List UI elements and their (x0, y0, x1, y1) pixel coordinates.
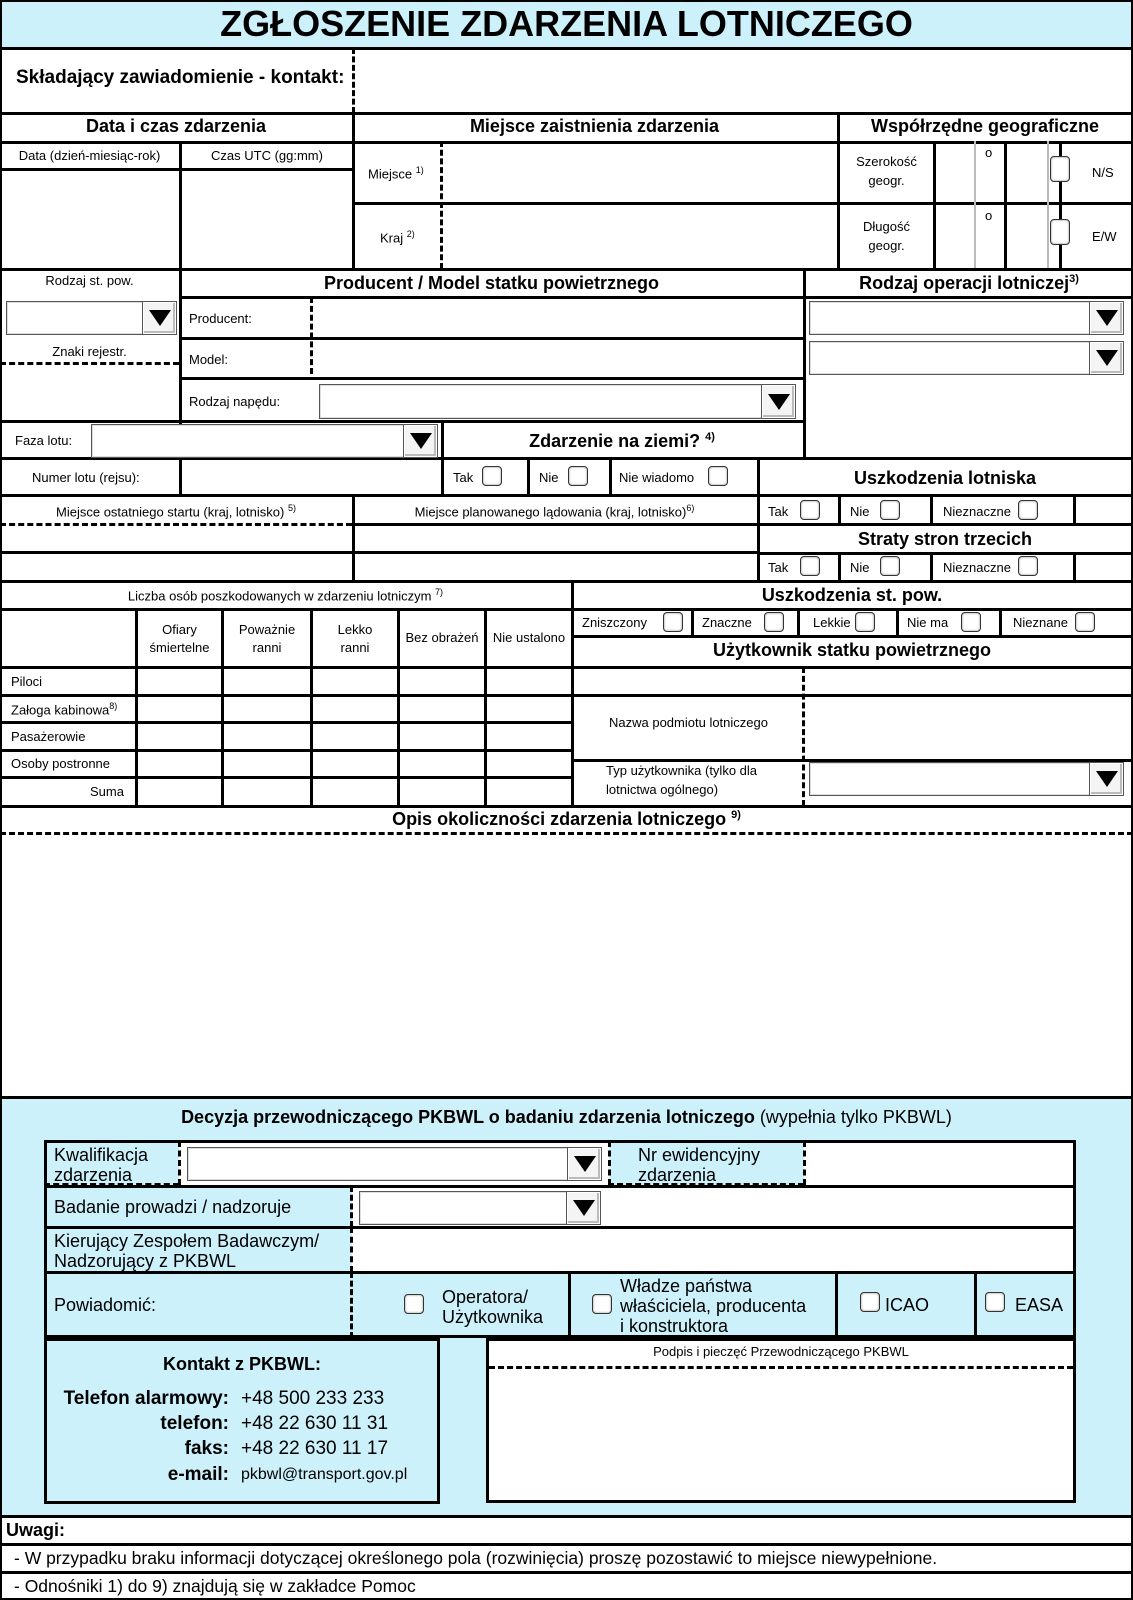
maker-header: Producent / Model statku powietrznego (323, 273, 660, 293)
damage-substantial-label: Znaczne (702, 615, 752, 630)
col-serious: Poważnie ranni (238, 622, 296, 655)
phone-label: telefon: (160, 1413, 229, 1434)
third-minor-checkbox[interactable] (1018, 556, 1038, 576)
notify-operator-label: Operatora/ Użytkownika (442, 1287, 544, 1327)
damage-minor-checkbox[interactable] (855, 612, 875, 632)
notify-easa-label: EASA (1015, 1295, 1064, 1315)
third-party-header: Straty stron trzecich (857, 529, 1033, 549)
engine-label: Rodzaj napędu: (189, 394, 281, 409)
country-label: Kraj $^{2)}$ (380, 229, 415, 246)
ground-unknown-checkbox[interactable] (708, 466, 728, 486)
airport-minor-checkbox[interactable] (1018, 500, 1038, 520)
date-label: Data (dzień-miesiąc-rok) (18, 148, 161, 163)
ground-no-checkbox[interactable] (568, 466, 588, 486)
col-minor: Lekko ranni (337, 622, 373, 655)
time-input[interactable] (182, 171, 351, 267)
form-title: ZGŁOSZENIE ZDARZENIA LOTNICZEGO (220, 3, 913, 44)
ns-label: N/S (1092, 165, 1114, 180)
damage-destroyed-checkbox[interactable] (663, 612, 683, 632)
flight-phase-dropdown[interactable] (91, 424, 438, 458)
operation-dropdown-2[interactable] (809, 341, 1124, 375)
model-input[interactable] (314, 340, 802, 376)
user-header: Użytkownik statku powietrznego (712, 640, 992, 660)
ground-unknown-label: Nie wiadomo (619, 470, 695, 485)
col-fatal: Ofiary śmiertelne (149, 622, 210, 655)
damage-header: Uszkodzenia st. pow. (761, 585, 943, 605)
registration-input[interactable] (2, 366, 177, 419)
lon-min-input[interactable] (1008, 205, 1046, 267)
row-others: Osoby postronne (11, 756, 111, 771)
time-label: Czas UTC (gg:mm) (211, 148, 323, 163)
operation-header: Rodzaj operacji lotniczej$^{3)}$ (859, 273, 1079, 293)
damage-unknown-checkbox[interactable] (1075, 612, 1095, 632)
datetime-header: Data i czas zdarzenia (85, 116, 267, 136)
airport-minor-label: Nieznaczne (943, 504, 1011, 519)
flight-number-input[interactable] (183, 460, 439, 493)
third-yes-checkbox[interactable] (800, 556, 820, 576)
user-type-label: Typ użytkownika (tylko dla lotnictwa ogólnego) (606, 763, 758, 797)
damage-none-label: Nie ma (907, 615, 949, 630)
airport-yes-label: Tak (768, 504, 789, 519)
ew-label: E/W (1092, 229, 1117, 244)
email-label: e-mail: (167, 1464, 229, 1485)
investigator-label: Badanie prowadzi / nadzoruje (54, 1197, 292, 1217)
ns-checkbox[interactable] (1050, 156, 1070, 182)
fax-label: faks: (184, 1438, 229, 1459)
qual-label: Kwalifikacja zdarzenia (54, 1145, 149, 1185)
chevron-down-icon (567, 1148, 601, 1180)
lat-degree-mark: o (985, 145, 993, 160)
phone-value: +48 22 630 11 31 (241, 1413, 389, 1434)
landing-label: Miejsce planowanego lądowania (kraj, lotnisko)$^{6)}$ (414, 503, 695, 520)
notify-state-label: Władze państwa właściciela, producenta i konstruktora (620, 1276, 807, 1336)
lat-label-2: geogr. (868, 173, 905, 188)
ew-checkbox[interactable] (1050, 219, 1070, 245)
notify-icao-label: ICAO (885, 1295, 930, 1315)
damage-substantial-checkbox[interactable] (764, 612, 784, 632)
place-label: Miejsce $^{1)}$ (368, 165, 424, 182)
aircraft-type-label: Rodzaj st. pow. (45, 273, 134, 288)
airport-no-label: Nie (850, 504, 870, 519)
third-minor-label: Nieznaczne (943, 560, 1011, 575)
flight-number-label: Numer lotu (rejsu): (32, 470, 140, 485)
email-value[interactable]: pkbwl@transport.gov.pl (241, 1466, 408, 1483)
lon-deg-input[interactable] (937, 205, 973, 267)
leader-label: Kierujący Zespołem Badawczym/ Nadzorujący z PKBWL (54, 1231, 320, 1271)
col-unknown: Nie ustalono (492, 630, 566, 645)
ground-yes-label: Tak (453, 470, 474, 485)
engine-dropdown[interactable] (319, 384, 796, 419)
model-label: Model: (189, 352, 229, 367)
country-input[interactable] (444, 205, 836, 267)
place-header: Miejsce zaistnienia zdarzenia (469, 116, 720, 136)
ground-yes-checkbox[interactable] (482, 466, 502, 486)
notify-label: Powiadomić: (54, 1295, 157, 1315)
damage-minor-label: Lekkie (813, 615, 851, 630)
notes-line-1: - W przypadku braku informacji dotyczącej określonego pola (rozwinięcia) proszę pozostawić to miejsce niewypełnione. (14, 1548, 938, 1568)
description-textarea[interactable] (2, 836, 1131, 1094)
third-yes-label: Tak (768, 560, 789, 575)
notify-icao-checkbox[interactable] (860, 1292, 880, 1312)
contact-label: Składający zawiadomienie - kontakt: (16, 67, 345, 88)
airport-damage-header: Uszkodzenia lotniska (853, 468, 1037, 488)
row-sum: Suma (90, 784, 124, 799)
notify-operator-checkbox[interactable] (404, 1294, 424, 1314)
chevron-down-icon (761, 385, 795, 418)
chevron-down-icon (1089, 763, 1123, 795)
lon-label-1: Długość (863, 219, 910, 234)
regno-input[interactable] (807, 1143, 1073, 1184)
chevron-down-icon (566, 1192, 600, 1224)
aircraft-type-dropdown[interactable] (6, 301, 177, 335)
notes-line-2: - Odnośniki 1) do 9) znajdują się w zakładce Pomoc (14, 1576, 416, 1596)
maker-label: Producent: (189, 311, 252, 326)
entity-label: Nazwa podmiotu lotniczego (609, 715, 768, 730)
damage-none-checkbox[interactable] (961, 612, 981, 632)
signature-frame (486, 1338, 1076, 1503)
contact-input[interactable] (356, 50, 1131, 111)
damage-destroyed-label: Zniszczony (582, 615, 648, 630)
maker-input[interactable] (314, 299, 802, 336)
chevron-down-icon (1089, 342, 1123, 374)
ground-event-header: Zdarzenie na ziemi? $^{4)}$ (529, 431, 715, 451)
row-pilots: Piloci (11, 674, 43, 689)
row-crew: Załoga kabinowa$^{8)}$ (11, 701, 118, 718)
alarm-value: +48 500 233 233 (241, 1388, 385, 1409)
chevron-down-icon (1089, 302, 1123, 334)
fax-value: +48 22 630 11 17 (241, 1438, 389, 1459)
registration-label: Znaki rejestr. (52, 344, 127, 359)
ground-no-label: Nie (539, 470, 559, 485)
airport-no-checkbox[interactable] (880, 500, 900, 520)
row-pax: Pasażerowie (11, 729, 86, 744)
third-no-checkbox[interactable] (880, 556, 900, 576)
landing-input[interactable] (356, 527, 756, 550)
damage-unknown-label: Nieznane (1013, 615, 1068, 630)
lat-min-input[interactable] (1008, 143, 1046, 201)
place-input[interactable] (444, 143, 836, 201)
contact-header: Kontakt z PKBWL: (163, 1354, 321, 1374)
notify-easa-checkbox[interactable] (985, 1292, 1005, 1312)
user-type-dropdown[interactable] (809, 762, 1124, 796)
coords-header: Współrzędne geograficzne (870, 116, 1100, 136)
regno-label: Nr ewidencyjny zdarzenia (638, 1145, 761, 1185)
col-none: Bez obrażeń (405, 630, 479, 645)
description-header: Opis okoliczności zdarzenia lotniczego $^{9)}$ (392, 809, 741, 829)
operation-dropdown-1[interactable] (809, 301, 1124, 335)
date-input[interactable] (2, 171, 177, 267)
lat-label-1: Szerokość (856, 154, 917, 169)
chevron-down-icon (403, 425, 437, 457)
lat-deg-input[interactable] (937, 143, 973, 201)
notes-header: Uwagi: (6, 1520, 66, 1540)
alarm-label: Telefon alarmowy: (63, 1388, 229, 1409)
injuries-header: Liczba osób poszkodowanych w zdarzeniu lotniczym $^{7)}$ (127, 587, 444, 604)
qual-dropdown[interactable] (187, 1147, 602, 1181)
flight-phase-label: Faza lotu: (15, 433, 73, 448)
lon-degree-mark: o (985, 208, 993, 223)
lon-label-2: geogr. (868, 238, 905, 253)
entity-input[interactable] (806, 697, 1131, 758)
airport-yes-checkbox[interactable] (800, 500, 820, 520)
decision-header: Decyzja przewodniczącego PKBWL o badaniu zdarzenia lotniczego (wypełnia tylko PKBWL) (181, 1107, 952, 1127)
leader-input[interactable] (355, 1229, 1073, 1270)
chevron-down-icon (142, 302, 176, 334)
investigator-dropdown[interactable] (359, 1191, 601, 1225)
notify-state-checkbox[interactable] (592, 1294, 612, 1314)
departure-label: Miejsce ostatniego startu (kraj, lotnisko) $^{5)}$ (56, 503, 296, 520)
departure-input[interactable] (2, 527, 351, 550)
signature-label: Podpis i pieczęć Przewodniczącego PKBWL (653, 1344, 909, 1359)
third-no-label: Nie (850, 560, 870, 575)
